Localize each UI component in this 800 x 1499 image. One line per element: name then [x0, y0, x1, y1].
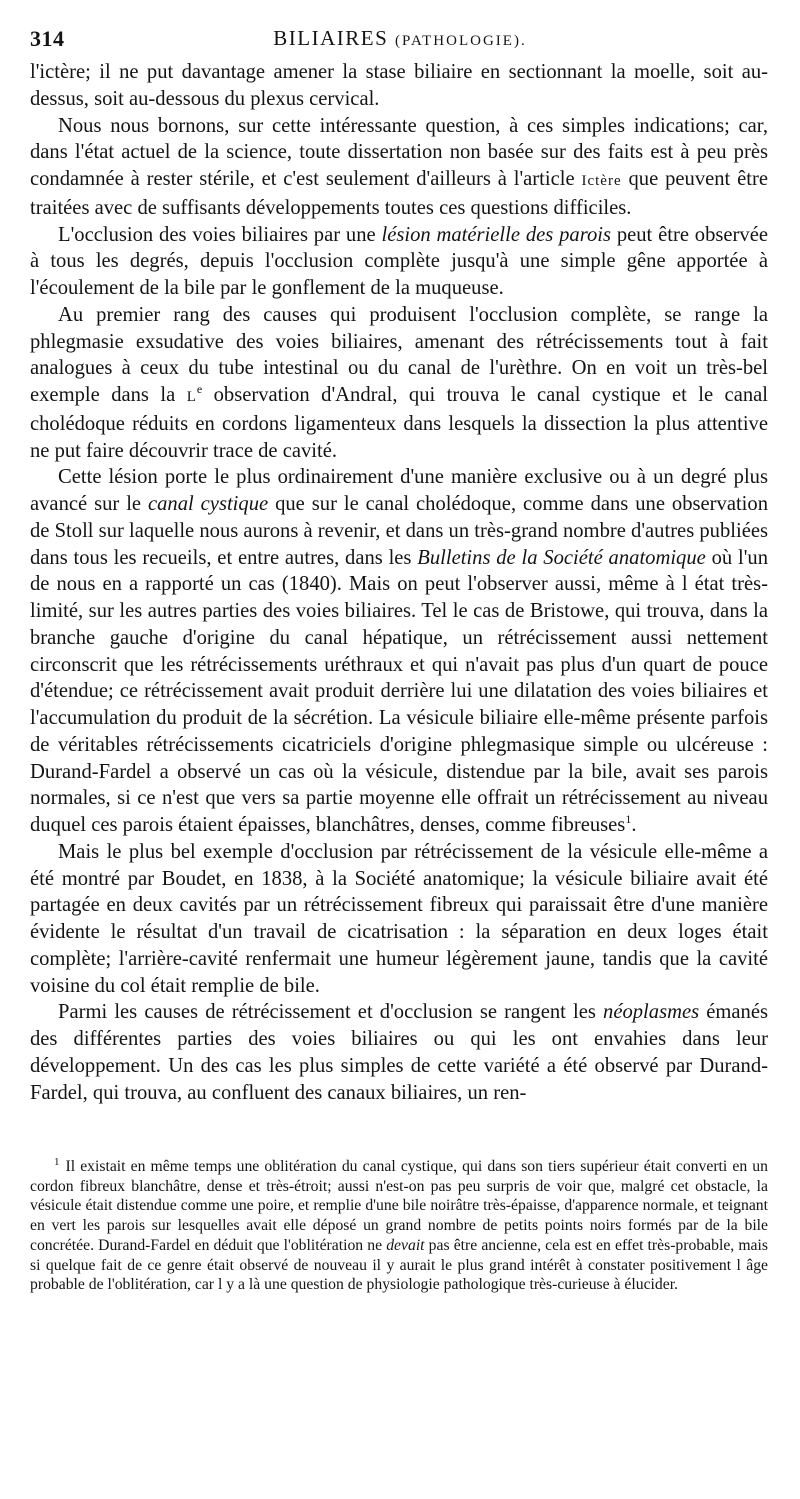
paragraph-4: [30, 302, 768, 465]
paragraph-5-text-d: .: [631, 814, 637, 836]
paragraph-4-text-b: observation d'Andral, qui trouva le canal cystique et le canal cholédoque réduits en cordons ligamenteux dans lesquels la dissection la plus attentive ne put faire découvrir trace de cavité.: [30, 384, 769, 462]
paragraph-3-text-b: peut être observée à tous les degrés, depuis l'occlusion complète jusqu'à une simple gêne apportée à l'écoulement de la bile par le gonflement de la muqueuse.: [30, 223, 768, 299]
paragraph-3-text-a: L'occlusion des voies biliaires par une: [58, 223, 382, 246]
running-title-main: BILIAIRES: [273, 26, 389, 50]
running-title: [30, 26, 770, 51]
cross-reference-ictere: Ictère: [581, 173, 622, 189]
paragraph-5-italic-2: Bulletins de la Société anatomique: [417, 546, 706, 569]
ordinal-e: e: [196, 382, 203, 397]
paragraph-3-italic: lésion matérielle des parois: [381, 223, 611, 246]
paragraph-5-italic-1: canal cystique: [147, 493, 269, 515]
footnote-italic: devait: [386, 1236, 425, 1254]
paragraph-2-text-b: que peuvent être traitées avec de suffisants développements toutes ces questions difficiles.: [30, 168, 769, 219]
paragraph-5-text-a: Cette lésion porte le plus ordinairement d'une manière exclusive ou à un degré plus avancé sur le: [30, 466, 768, 515]
paragraph-7: [30, 999, 768, 1106]
footnote-text-a: Il existait en même temps une oblitération du canal cystique, qui dans son tiers supérieur était converti en un cordon fibreux blanchâtre, dense et très-étroit; aussi n'est-on pas peu surpris de voir que, malgré cet obstacle, la vésicule était distendue comme une poire, et remplie d'une bile noirâtre très-épaisse, d'apparence normale, et teignant en vert les parois sur lesquelles avait elle déposé un grand nombre de petits points noirs formés par de la bile concrétée. Durand-Fardel en déduit que l'oblitération ne: [30, 1158, 768, 1254]
paragraph-2-text-a: Nous nous bornons, sur cette intéressante question, à ces simples indications; car, dans l'état actuel de la science, toute dissertation non basée sur des faits est à peu près condamnée à rester stérile, et c'est seulement d'ailleurs à l'article: [30, 114, 768, 190]
paragraph-7-italic: néoplasmes: [603, 1001, 700, 1024]
footnote: [30, 1157, 768, 1295]
paragraph-6-text: Mais le plus bel exemple d'occlusion par rétrécissement de la vésicule elle-même a été montré par Boudet, en 1838, à la Société anatomique; la vésicule biliaire avait été partagée en deux cavités par un rétrécissement fibreux qui paraissait être d'une manière évidente le résultat d'un travail de cicatrisation : la séparation en deux loges était complète; l'arrière-cavité renfermait une humeur légèrement jaune, tandis que la cavité voisine du col était remplie de bile.: [30, 840, 768, 997]
paragraph-3: [30, 222, 768, 302]
page-number: 314: [30, 26, 65, 51]
paragraph-5-text-c: où l'un de nous en a rapporté un cas (1840). Mais on peut l'observer aussi, même à l état très-limité, sur les autres parties des voies biliaires. Tel le cas de Bristowe, qui trouva, dans la branche gauche d'origine du canal hépatique, un rétrécissement aussi nettement circonscrit que les rétrécissements uréthraux et qui n'avait pas plus d'un quart de pouce d'étendue; ce rétrécissement avait produit derrière lui une dilatation des voies biliaires et l'accumulation du produit de la sécrétion. La vésicule biliaire elle-même présente parfois de véritables rétrécissements cicatriciels d'origine phlegmasique simple ou ulcéreuse : Durand-Fardel a observé un cas où la vésicule, distendue par la bile, avait ses parois normales, si ce n'est que vers sa partie moyenne elle offrait un rétrécissement au niveau duquel ces parois étaient épaisses, blanchâtres, denses, comme fibreuses: [30, 546, 769, 836]
paragraph-2: [30, 113, 768, 222]
running-header: [30, 26, 770, 56]
paragraph-4-text-a: Au premier rang des causes qui produisent l'occlusion complète, se range la phlegmasie exsudative des voies biliaires, amenant des rétrécissements tout à fait analogues à ceux du tube intestinal ou du canal de l'urèthre. On en voit un très-bel exemple dans la: [30, 303, 768, 406]
paragraph-1: [30, 59, 768, 113]
footnote-text-b: pas être ancienne, cela est en effet très-probable, mais si quelque fait de ce genre était observé de nouveau il y aurait le plus grand intérêt à constater positivement l âge probable de l'oblitération, car l y a là une question de physiologie pathologique très-curieuse à élucider.: [30, 1236, 768, 1294]
footnote-paragraph: [30, 1157, 768, 1295]
footnote-reference: 1: [625, 812, 632, 827]
paragraph-6: [30, 839, 768, 1000]
roman-numeral-l: L: [186, 389, 197, 405]
paragraph-7-text-b: émanés des différentes parties des voies biliaires ou qui les ont envahies dans leur développement. Un des cas les plus simples de cette variété a été observé par Durand-Fardel, qui trouva, au confluent des canaux biliaires, un ren-: [30, 1001, 768, 1104]
main-text: [30, 59, 768, 1106]
paragraph-7-text-a: Parmi les causes de rétrécissement et d'occlusion se rangent les: [58, 1001, 604, 1024]
paragraph-1-text: l'ictère; il ne put davantage amener la stase biliaire en sectionnant la moelle, soit au-dessus, soit au-dessous du plexus cervical.: [30, 61, 768, 110]
running-title-subject: (PATHOLOGIE).: [395, 33, 527, 49]
footnote-marker: 1: [54, 1155, 60, 1168]
paragraph-5: [30, 464, 768, 839]
paragraph-5-text-b: que sur le canal cholédoque, comme dans une observation de Stoll sur laquelle nous aurons à revenir, et dans un très-grand nombre d'autres publiées dans tous les recueils, et entre autres, dans les: [30, 493, 769, 569]
